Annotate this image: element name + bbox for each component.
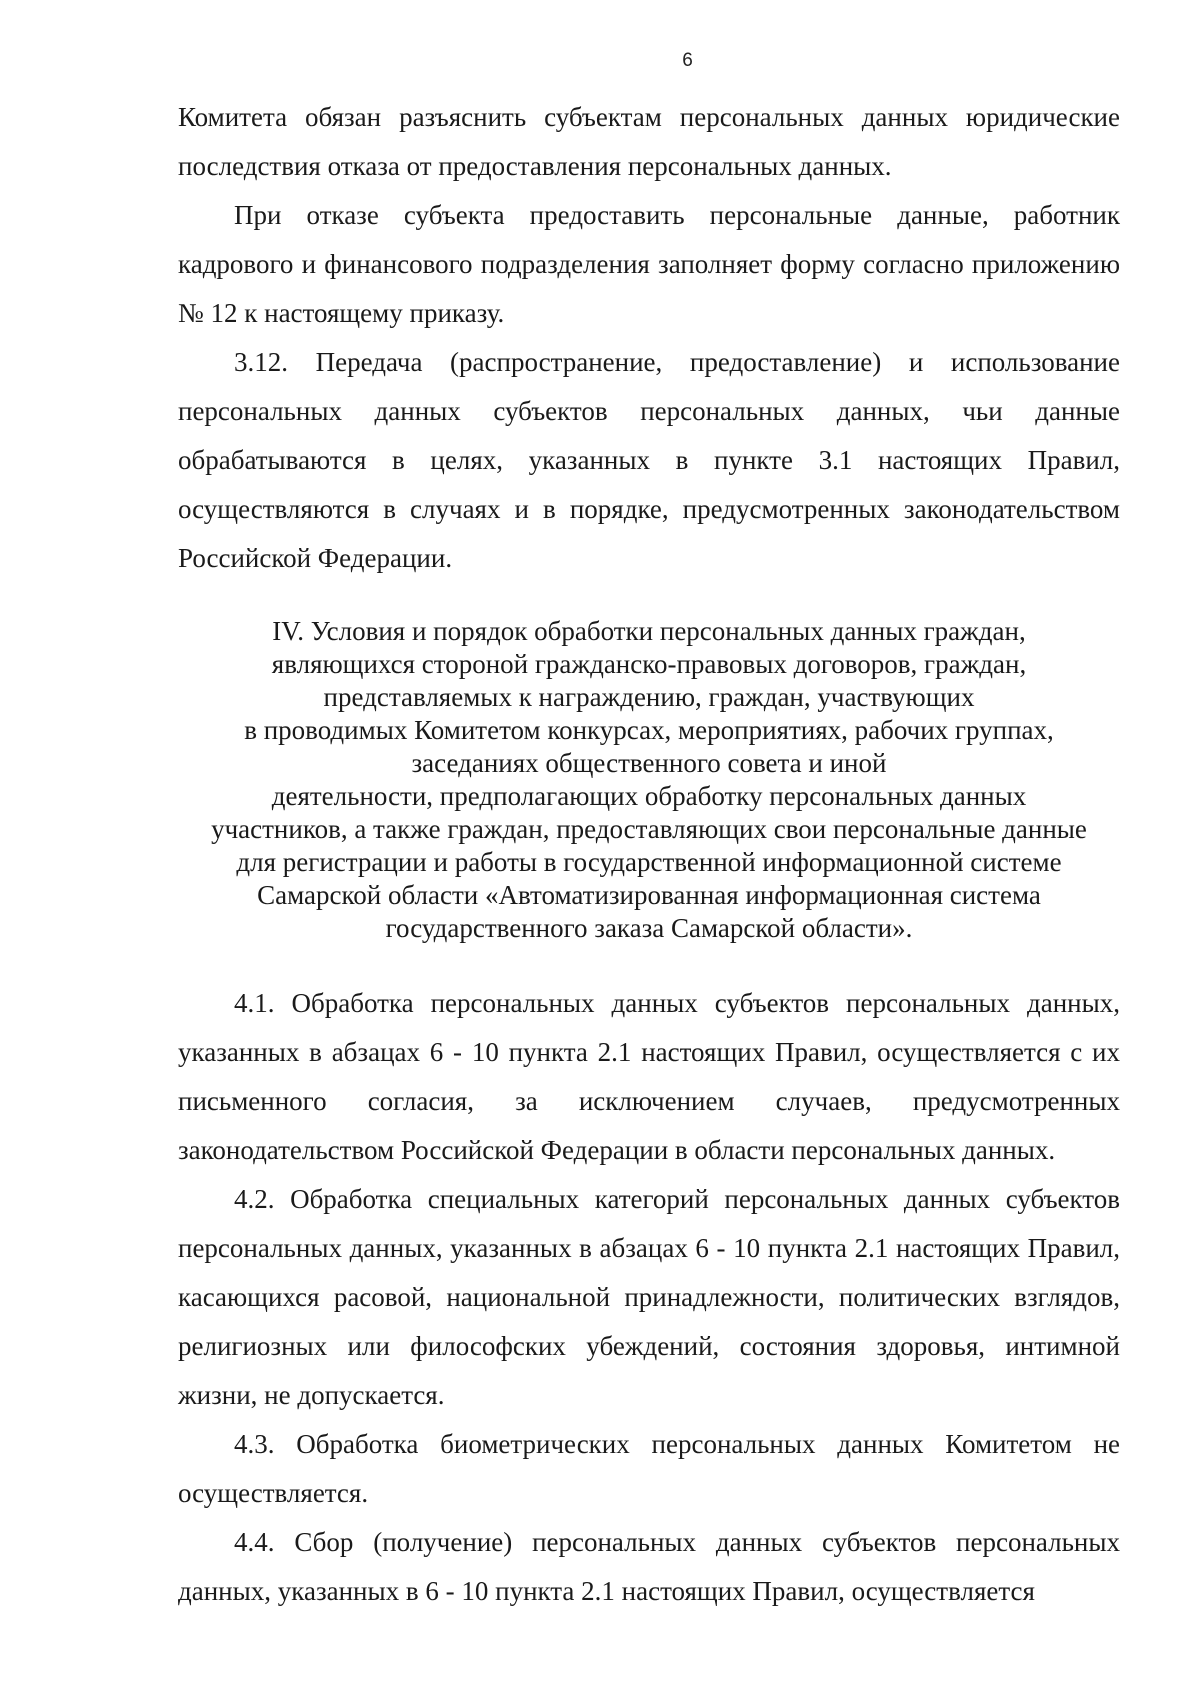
page-number: 6	[682, 50, 693, 71]
paragraph: 4.3. Обработка биометрических персональных данных Комитетом не осуществляется.	[178, 1429, 1120, 1508]
section-heading-line: государственного заказа Самарской области».	[385, 913, 913, 943]
paragraph: 4.4. Сбор (получение) персональных данных субъектов персональных данных, указанных в 6 - 10 пункта 2.1 настоящих Правил, осуществляется	[178, 1527, 1120, 1606]
body-text-top	[178, 93, 1120, 583]
section-heading-line: IV. Условия и порядок обработки персональных данных граждан,	[272, 616, 1026, 646]
section-heading	[178, 615, 1120, 945]
section-heading-line: участников, а также граждан, предоставляющих свои персональные данные	[211, 814, 1087, 844]
section-heading-line: деятельности, предполагающих обработку персональных данных	[271, 781, 1027, 811]
section-heading-line: Самарской области «Автоматизированная информационная система	[257, 880, 1041, 910]
section-heading-line: для регистрации и работы в государственной информационной системе	[236, 847, 1062, 877]
paragraph: 4.2. Обработка специальных категорий персональных данных субъектов персональных данных, указанных в абзацах 6 - 10 пункта 2.1 настоящих Правил, касающихся расовой, национальной принадлежности, политических взглядов, религиозных или философских убеждений, состояния здоровья, интимной жизни, не допускается.	[178, 1184, 1120, 1410]
section-heading-line: в проводимых Комитетом конкурсах, мероприятиях, рабочих группах,	[244, 715, 1054, 745]
section-heading-line: представляемых к награждению, граждан, участвующих	[323, 682, 975, 712]
body-text-bottom	[178, 979, 1120, 1616]
paragraph: 4.1. Обработка персональных данных субъектов персональных данных, указанных в абзацах 6 - 10 пункта 2.1 настоящих Правил, осуществляется с их письменного согласия, за исключением случаев, предусмотренных законодательством Российской Федерации в области персональных данных.	[178, 988, 1120, 1165]
section-heading-line: заседаниях общественного совета и иной	[411, 748, 887, 778]
paragraph: При отказе субъекта предоставить персональные данные, работник кадрового и финансового подразделения заполняет форму согласно приложению № 12 к настоящему приказу.	[178, 200, 1120, 328]
section-heading-line: являющихся стороной гражданско-правовых договоров, граждан,	[271, 649, 1027, 679]
paragraph: 3.12. Передача (распространение, предоставление) и использование персональных данных субъектов персональных данных, чьи данные обрабатываются в целях, указанных в пункте 3.1 настоящих Правил, осуществляются в случаях и в порядке, предусмотренных законодательством Российской Федерации.	[178, 347, 1120, 573]
paragraph: Комитета обязан разъяснить субъектам персональных данных юридические последствия отказа от предоставления персональных данных.	[178, 102, 1120, 181]
